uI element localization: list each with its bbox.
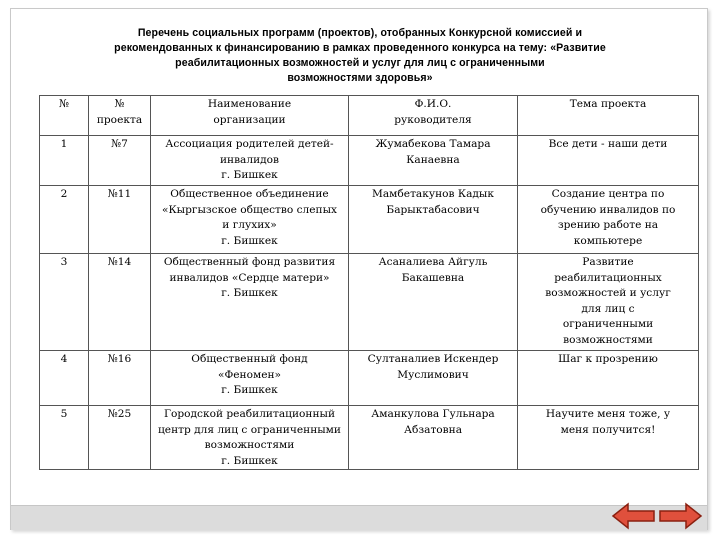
cell-topic-line: ограниченными xyxy=(562,318,654,330)
cell-organization xyxy=(151,186,349,254)
cell-topic-line: для лиц с xyxy=(581,302,635,315)
title-line: рекомендованных к финансированию в рамках проведенного конкурса на тему: «Развитие xyxy=(114,42,606,54)
cell-project-number-value: №25 xyxy=(107,408,132,420)
cell-topic xyxy=(518,406,699,470)
page-title xyxy=(40,26,680,86)
arrow-left-icon xyxy=(611,501,656,531)
cell-leader-line: Асаналиева Айгуль xyxy=(378,256,488,268)
cell-project-number xyxy=(89,186,151,254)
projects-table xyxy=(39,95,699,470)
title-line: реабилитационных возможностей и услуг для лиц с ограниченными xyxy=(175,57,545,69)
cell-organization-line: г. Бишкек xyxy=(221,287,278,299)
cell-project-number xyxy=(89,254,151,351)
cell-number-value: 2 xyxy=(60,188,68,200)
title-line: возможностями здоровья» xyxy=(287,72,433,84)
header-topic: Тема проекта xyxy=(518,96,699,136)
cell-number xyxy=(40,351,89,406)
table-row xyxy=(40,136,699,186)
cell-leader-line: Мамбетакунов Кадык xyxy=(372,188,494,200)
cell-number xyxy=(40,254,89,351)
cell-organization-line: г. Бишкек xyxy=(221,169,278,181)
cell-leader-line: Бакашевна xyxy=(401,271,465,284)
cell-leader-line: Аманкулова Гульнара xyxy=(371,408,495,420)
table-row xyxy=(40,186,699,254)
cell-project-number-value: №11 xyxy=(107,188,132,200)
cell-topic-line: реабилитационных xyxy=(554,271,662,284)
cell-organization xyxy=(151,136,349,186)
cell-project-number-value: №16 xyxy=(107,353,132,365)
cell-leader-line: Жумабекова Тамара xyxy=(375,138,491,150)
cell-number xyxy=(40,136,89,186)
header-organization: Наименование организации xyxy=(151,96,349,136)
cell-number-value: 3 xyxy=(60,256,68,268)
cell-topic xyxy=(518,136,699,186)
cell-organization-line: центр для лиц с ограниченными xyxy=(157,423,341,436)
cell-organization xyxy=(151,351,349,406)
cell-leader-line: Барыктабасович xyxy=(386,203,480,216)
cell-organization-line: Общественный фонд xyxy=(191,353,308,365)
cell-organization-line: и глухих» xyxy=(222,219,277,231)
cell-organization xyxy=(151,406,349,470)
cell-organization xyxy=(151,254,349,351)
cell-topic-line: Шаг к прозрению xyxy=(558,353,658,365)
cell-number-value: 1 xyxy=(60,138,68,150)
cell-leader xyxy=(349,406,518,470)
cell-organization-line: г. Бишкек xyxy=(221,454,278,467)
title-line: Перечень социальных программ (проектов), отобранных Конкурсной комиссией и xyxy=(137,27,583,39)
header-project-number: № проекта xyxy=(89,96,151,136)
cell-organization-line: «Кыргызское общество слепых xyxy=(162,203,337,216)
next-slide-button[interactable] xyxy=(658,501,703,531)
cell-leader-line: Султаналиев Искендер xyxy=(367,353,499,365)
cell-organization-line: г. Бишкек xyxy=(221,384,278,396)
cell-organization-line: Общественный фонд развития xyxy=(163,256,336,268)
cell-topic-line: обучению инвалидов по xyxy=(540,203,676,216)
slide-navigation xyxy=(611,501,703,531)
cell-topic-line: Создание центра по xyxy=(551,188,665,200)
cell-organization-line: Общественное объединение xyxy=(170,188,329,200)
cell-organization-line: инвалидов xyxy=(219,153,280,166)
cell-leader xyxy=(349,186,518,254)
cell-leader-line: Муслимович xyxy=(397,368,469,381)
cell-topic xyxy=(518,351,699,406)
cell-topic-line: зрению работе на xyxy=(557,219,659,231)
cell-topic-line: Все дети - наши дети xyxy=(548,138,668,150)
cell-leader xyxy=(349,351,518,406)
cell-organization-line: Городской реабилитационный xyxy=(163,408,336,420)
cell-number-value: 4 xyxy=(60,353,68,365)
cell-organization-line: инвалидов «Сердце матери» xyxy=(169,271,330,284)
header-leader: Ф.И.О. руководителя xyxy=(349,96,518,136)
table-header-row xyxy=(40,96,699,136)
cell-project-number xyxy=(89,406,151,470)
header-number: № xyxy=(40,96,89,136)
table-row xyxy=(40,254,699,351)
cell-leader-line: Канаевна xyxy=(406,153,460,166)
cell-topic xyxy=(518,186,699,254)
cell-topic-line: меня получится! xyxy=(560,423,656,436)
cell-topic-line: Научите меня тоже, у xyxy=(545,408,671,420)
footer-bar xyxy=(11,505,707,530)
cell-leader xyxy=(349,136,518,186)
cell-topic-line: возможностей и услуг xyxy=(545,287,671,299)
cell-topic xyxy=(518,254,699,351)
cell-topic-line: компьютере xyxy=(573,234,643,247)
cell-project-number-value: №14 xyxy=(107,256,132,268)
previous-slide-button[interactable] xyxy=(611,501,656,531)
cell-project-number-value: №7 xyxy=(111,138,128,150)
cell-number xyxy=(40,406,89,470)
table-row xyxy=(40,406,699,470)
cell-leader-line: Абзатовна xyxy=(403,423,463,436)
cell-organization-line: Ассоциация родителей детей- xyxy=(165,138,334,150)
cell-organization-line: «Феномен» xyxy=(217,368,282,381)
cell-project-number xyxy=(89,136,151,186)
cell-project-number xyxy=(89,351,151,406)
cell-number xyxy=(40,186,89,254)
cell-leader xyxy=(349,254,518,351)
cell-number-value: 5 xyxy=(60,408,68,420)
cell-organization-line: г. Бишкек xyxy=(221,234,278,247)
arrow-right-icon xyxy=(658,501,703,531)
cell-topic-line: Развитие xyxy=(582,256,634,268)
cell-topic-line: возможностями xyxy=(563,333,653,346)
cell-organization-line: возможностями xyxy=(204,439,295,451)
table-row xyxy=(40,351,699,406)
